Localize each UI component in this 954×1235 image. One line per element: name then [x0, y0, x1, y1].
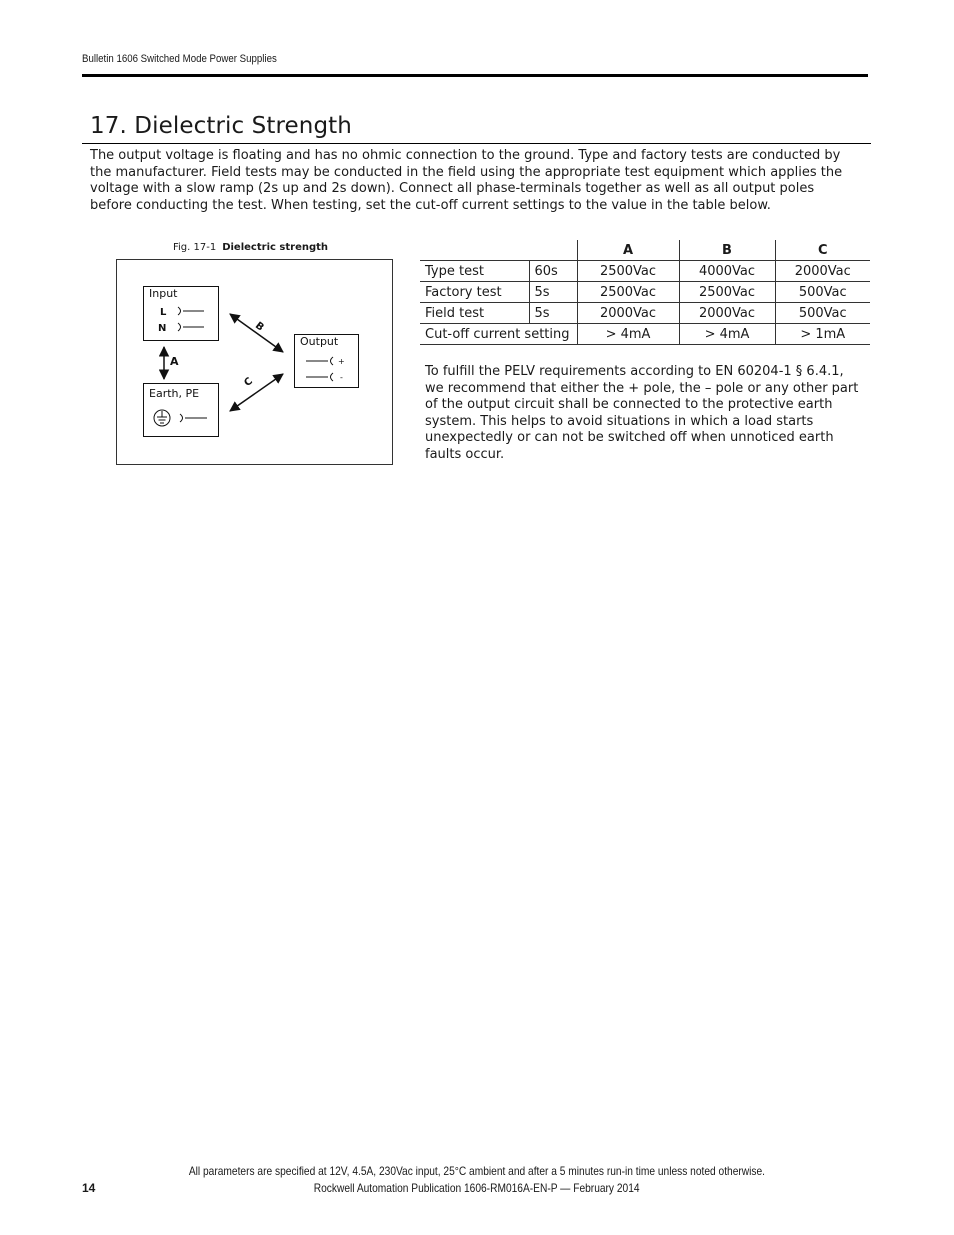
value-a: 2500Vac — [577, 261, 679, 282]
output-terminal-icon — [306, 357, 333, 381]
footer-note-text: All parameters are specified at 12V, 4.5A, 230Vac input, 25°C ambient and after a 5 minutes run-in time unless noted otherwise. — [188, 1164, 766, 1178]
dielectric-diagram — [116, 259, 394, 466]
table-row — [420, 282, 870, 303]
output-plus-label: + — [338, 357, 345, 366]
footer-note — [0, 1164, 954, 1178]
table-header-row — [420, 240, 870, 261]
cutoff-label: Cut-off current setting — [420, 324, 577, 345]
publication-line — [0, 1181, 954, 1195]
arrow-a-label: A — [170, 355, 179, 368]
figure-title: Dielectric strength — [222, 242, 329, 253]
table-header-c: C — [775, 240, 870, 261]
table-row — [420, 303, 870, 324]
running-header: Bulletin 1606 Switched Mode Power Supplies — [82, 53, 277, 65]
value-b: 2500Vac — [679, 282, 775, 303]
dielectric-table — [420, 240, 870, 345]
value-b: 4000Vac — [679, 261, 775, 282]
header-rule — [82, 74, 868, 77]
output-minus-label: - — [340, 373, 343, 382]
terminal-n-label: N — [158, 323, 167, 334]
value-c: 500Vac — [775, 282, 870, 303]
value-c: 2000Vac — [775, 261, 870, 282]
table-row — [420, 261, 870, 282]
table-header-a: A — [577, 240, 679, 261]
terminal-icon — [178, 307, 204, 331]
cutoff-b: > 4mA — [679, 324, 775, 345]
value-a: 2500Vac — [577, 282, 679, 303]
publication-text: Rockwell Automation Publication 1606-RM016A-EN-P — February 2014 — [314, 1181, 640, 1195]
title-rule — [82, 143, 871, 144]
row-duration: 60s — [529, 261, 577, 282]
terminal-l-label: L — [160, 307, 167, 318]
value-a: 2000Vac — [577, 303, 679, 324]
output-label: Output — [300, 335, 339, 348]
cutoff-a: > 4mA — [577, 324, 679, 345]
table-row-cutoff — [420, 324, 870, 345]
intro-paragraph: The output voltage is floating and has no ohmic connection to the ground. Type and factory tests are conducted by the manufacturer. Field tests may be conducted in the field using the appropriate test equipment which applies the voltage with a slow ramp (2s up and 2s down). Connect all phase-terminals together as well as all output poles before conducting the test. When testing, set the cut-off current settings to the value in the table below. — [90, 148, 843, 213]
input-label: Input — [149, 287, 178, 300]
row-label: Type test — [420, 261, 529, 282]
row-label: Field test — [420, 303, 529, 324]
arrow-b — [230, 314, 283, 352]
table-header-b: B — [679, 240, 775, 261]
value-c: 500Vac — [775, 303, 870, 324]
value-b: 2000Vac — [679, 303, 775, 324]
figure-caption — [173, 242, 328, 253]
row-duration: 5s — [529, 303, 577, 324]
figure-number: Fig. 17-1 — [173, 242, 217, 253]
section-title: 17. Dielectric Strength — [90, 113, 352, 139]
earth-terminal-icon — [180, 414, 207, 422]
cutoff-c: > 1mA — [775, 324, 870, 345]
arrow-c-label: C — [242, 375, 255, 389]
pelv-paragraph: To fulfill the PELV requirements according to EN 60204-1 § 6.4.1, we recommend that either the + pole, the – pole or any other part of the output circuit shall be connected to the protective earth system. This helps to avoid situations in which a load starts unexpectedly or can not be switched off when unnoticed earth faults occur. — [425, 364, 859, 462]
row-duration: 5s — [529, 282, 577, 303]
row-label: Factory test — [420, 282, 529, 303]
earth-label: Earth, PE — [149, 387, 200, 400]
table-header-blank — [420, 240, 577, 261]
arrow-c — [230, 374, 283, 411]
ground-icon — [154, 410, 170, 426]
arrow-b-label: B — [252, 320, 266, 334]
page-number: 14 — [82, 1181, 96, 1195]
